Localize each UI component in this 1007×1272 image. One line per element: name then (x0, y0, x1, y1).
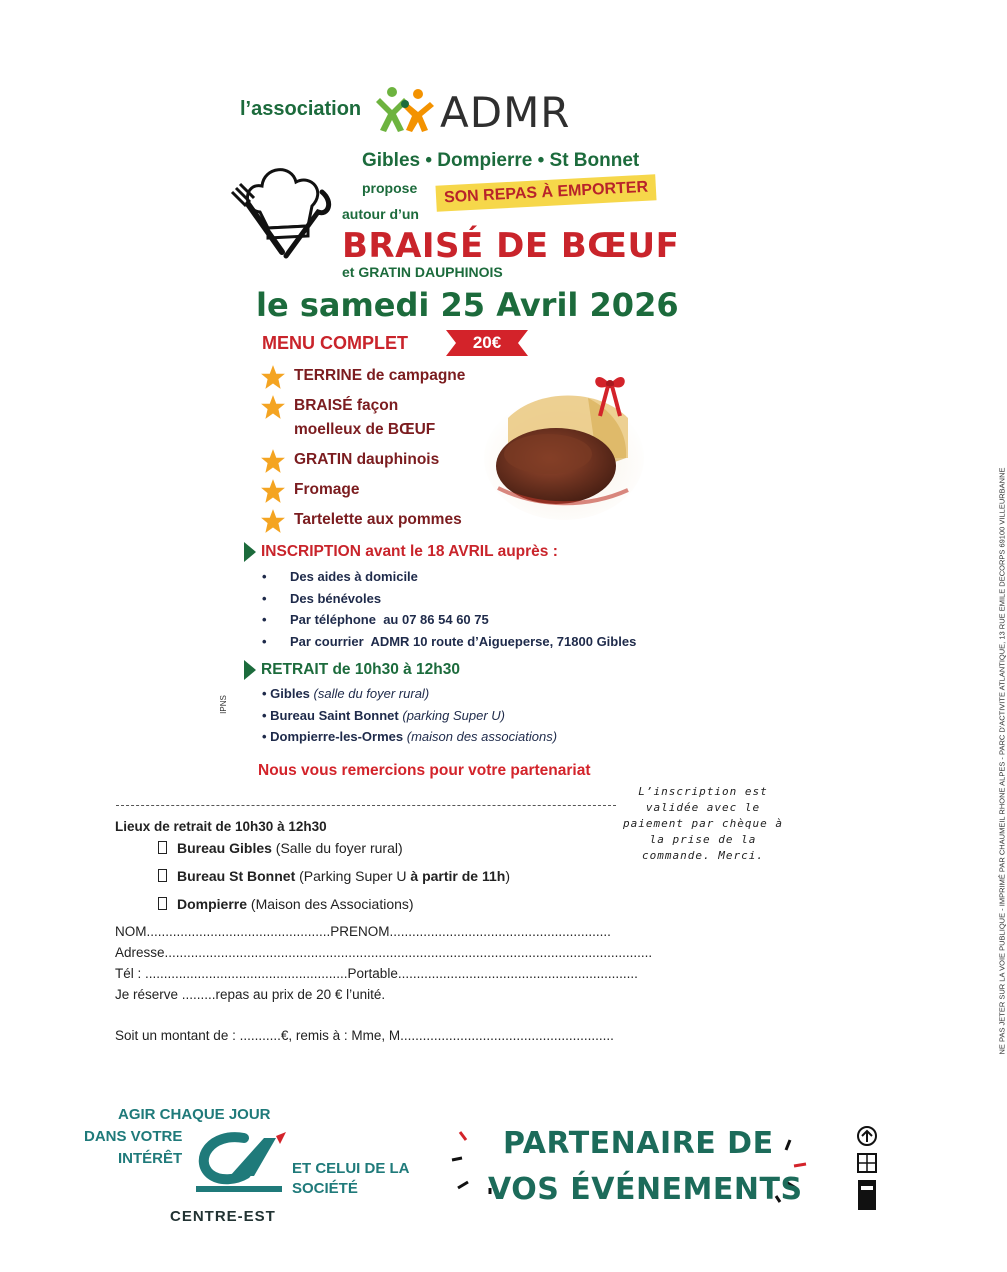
menu-item-label: BRAISÉ façon moelleux de BŒUF (294, 397, 436, 439)
retrait-item: • Gibles (salle du foyer rural) (262, 686, 430, 701)
pickup-option-dompierre[interactable]: Dompierre (Maison des Associations) (158, 896, 414, 912)
ca-region-label: CENTRE-EST (170, 1208, 276, 1225)
menu-price: 20€ (472, 333, 502, 352)
ca-slogan-line: DANS VOTRE (84, 1128, 183, 1145)
menu-item-label: GRATIN dauphinois (294, 451, 440, 468)
retrait-item: • Bureau Saint Bonnet (parking Super U) (262, 708, 505, 723)
checkbox[interactable] (158, 841, 167, 854)
retrait-title: RETRAIT de 10h30 à 12h30 (261, 661, 460, 678)
star-icon (260, 394, 286, 420)
printer-notice: NE PAS JETER SUR LA VOIE PUBLIQUE - IMPRIMÉ PAR CHAUMEIL RHONE ALPES - PARC D'ACTIVITE ATLANTIQUE, 13 RUE EMILE DECORPS 69100 VILLEURBANNE (997, 467, 1007, 1055)
partner-headline: PARTENAIRE DE (503, 1126, 774, 1161)
star-icon (260, 364, 286, 390)
event-date: le samedi 25 Avril 2026 (256, 286, 679, 324)
name-field[interactable]: NOM.................................................PRENOM........................................................... (115, 924, 611, 939)
credit-agricole-logo-icon (190, 1130, 286, 1196)
ca-slogan-line: AGIR CHAQUE JOUR (118, 1106, 271, 1123)
ipns-label: IPNS (218, 695, 228, 714)
beef-dish-photo (478, 358, 648, 528)
inscription-item: • Par téléphone au 07 86 54 60 75 (262, 612, 489, 627)
amount-field[interactable]: Soit un montant de : ...........€, remis à : Mme, M......................................................... (115, 1028, 614, 1043)
menu-item (260, 394, 460, 442)
chef-hat-utensils-icon (222, 152, 342, 272)
partner-headline: VOS ÉVÉNEMENTS (488, 1172, 803, 1207)
retrait-item: • Dompierre-les-Ormes (maison des associations) (262, 729, 558, 744)
star-icon (260, 508, 286, 534)
section-arrow-icon (244, 542, 256, 562)
propose-label: propose (362, 180, 418, 196)
star-icon (260, 478, 286, 504)
association-label: l’association (240, 98, 362, 120)
inscription-item: • Des aides à domicile (262, 569, 418, 584)
autour-label: autour d’un (342, 206, 419, 222)
menu-item (260, 448, 439, 474)
takeaway-badge: SON REPAS À EMPORTER (435, 174, 656, 211)
menu-item-label: TERRINE de campagne (294, 367, 466, 384)
phone-field[interactable]: Tél : ......................................................Portable................................................................ (115, 966, 638, 981)
ca-slogan-line: INTÉRÊT (118, 1150, 183, 1167)
ca-society-line: SOCIÉTÉ (292, 1180, 358, 1197)
menu-title: MENU COMPLET (262, 333, 408, 353)
ca-society-line: ET CELUI DE LA (292, 1160, 410, 1177)
cut-line-divider (116, 805, 616, 806)
coupon-title: Lieux de retrait de 10h30 à 12h30 (115, 819, 327, 834)
checkbox[interactable] (158, 869, 167, 882)
checkbox[interactable] (158, 897, 167, 910)
payment-note: L’inscription est validée avec le paiement par chèque à la prise de la commande. Merci. (622, 785, 784, 862)
section-arrow-icon (244, 660, 256, 680)
admr-logo-text: ADMR (440, 88, 571, 137)
inscription-item: • Des bénévoles (262, 591, 382, 606)
menu-item-label: Tartelette aux pommes (294, 511, 462, 528)
towns-line: Gibles • Dompierre • St Bonnet (362, 150, 640, 171)
thanks-message: Nous vous remercions pour votre partenariat (258, 762, 591, 779)
pickup-option-st-bonnet[interactable]: Bureau St Bonnet (Parking Super U à partir de 11h) (158, 868, 510, 884)
main-dish-title: BRAISÉ DE BŒUF (342, 226, 680, 266)
reservation-field[interactable]: Je réserve .........repas au prix de 20 € l’unité. (115, 987, 386, 1002)
menu-item (260, 478, 359, 504)
star-icon (260, 448, 286, 474)
recycling-info-icon (852, 1124, 882, 1214)
pickup-option-gibles[interactable]: Bureau Gibles (Salle du foyer rural) (158, 840, 403, 856)
menu-item (260, 508, 462, 534)
address-field[interactable]: Adresse.................................................................................................................................. (115, 945, 653, 960)
menu-item-label: Fromage (294, 481, 360, 498)
menu-item (260, 364, 465, 390)
inscription-item: • Par courrier ADMR 10 route d’Aigueperse, 71800 Gibles (262, 634, 637, 649)
side-dish-label: et GRATIN DAUPHINOIS (342, 264, 503, 280)
inscription-title: INSCRIPTION avant le 18 AVRIL auprès : (261, 543, 558, 560)
